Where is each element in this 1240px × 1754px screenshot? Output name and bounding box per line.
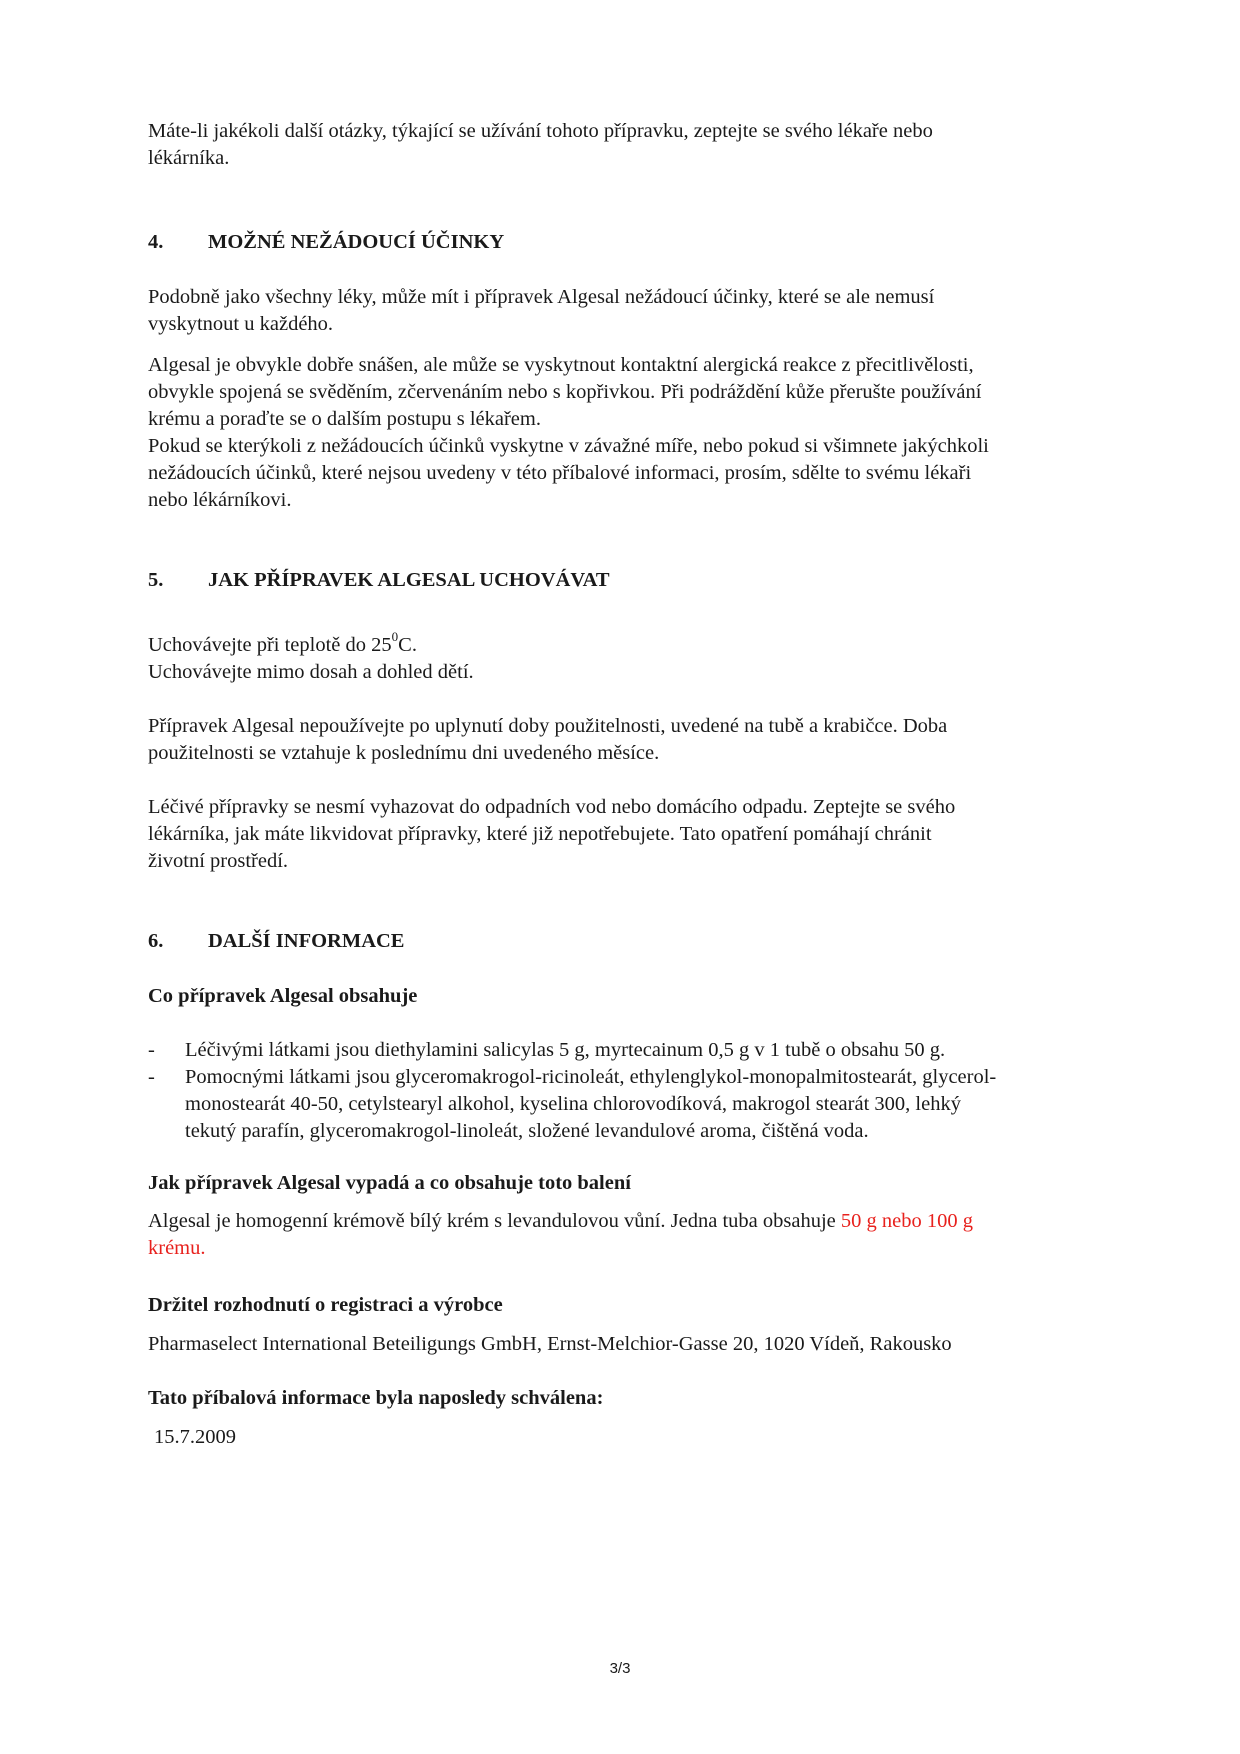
text-line: lékárníka, jak máte likvidovat přípravky, které již nepotřebujete. Tato opatření pomáhají chránit <box>148 823 932 845</box>
text-line: Pomocnými látkami jsou glyceromakrogol-ricinoleát, ethylenglykol-monopalmitostearát, glycerol- <box>185 1066 997 1088</box>
text-line: Přípravek Algesal nepoužívejte po uplynutí doby použitelnosti, uvedené na tubě a krabičce. Doba <box>148 715 948 737</box>
text-line: nežádoucích účinků, které nejsou uvedeny v této příbalové informaci, prosím, sdělte to svému lékaři <box>148 462 972 484</box>
section-number: 4. <box>148 231 164 253</box>
degree-superscript: 0 <box>391 629 399 645</box>
appearance-text: Algesal je homogenní krémově bílý krém s levandulovou vůní. Jedna tuba obsahuje <box>148 1210 841 1232</box>
section-number: 6. <box>148 930 164 952</box>
package-size-highlight: 50 g nebo 100 g <box>840 1210 973 1232</box>
text-line: krému a poraďte se o dalším postupu s lékařem. <box>148 408 541 430</box>
text-line: monostearát 40-50, cetylstearyl alkohol, kyselina chlorovodíková, makrogol stearát 300, lehký <box>185 1093 961 1115</box>
text-line: životní prostředí. <box>148 850 289 872</box>
text-line: Pokud se kterýkoli z nežádoucích účinků vyskytne v závažné míře, nebo pokud si všimnete jakýchkoli <box>148 435 989 457</box>
list-dash: - <box>148 1039 155 1061</box>
approval-date-text: 15.7.2009 <box>154 1426 236 1448</box>
section-number: 5. <box>148 569 164 591</box>
storage-text: Uchovávejte při teplotě do 25 <box>148 634 392 656</box>
text-line: použitelnosti se vztahuje k poslednímu dni uvedeného měsíce. <box>148 742 660 764</box>
section-4-paragraph-2 <box>148 352 1108 514</box>
approval-date <box>154 1424 1114 1451</box>
intro-paragraph <box>148 118 1108 172</box>
text-line <box>148 1208 1108 1235</box>
section-4-heading <box>148 229 504 256</box>
section-title: JAK PŘÍPRAVEK ALGESAL UCHOVÁVAT <box>208 569 610 591</box>
storage-unit: C. <box>398 634 417 656</box>
text-line: tekutý parafín, glyceromakrogol-linoleát, složené levandulové aroma, čištěná voda. <box>185 1120 869 1142</box>
ingredients-list <box>148 1037 1108 1145</box>
holder-address: Pharmaselect International Beteiligungs GmbH, Ernst-Melchior-Gasse 20, 1020 Vídeň, Rakousko <box>148 1333 952 1355</box>
text-line: obvykle spojená se svěděním, zčervenáním nebo s kopřivkou. Při podráždění kůže přerušte používání <box>148 381 982 403</box>
contents-heading: Co přípravek Algesal obsahuje <box>148 985 418 1007</box>
list-item <box>148 1037 1108 1064</box>
text-line: nebo lékárníkovi. <box>148 489 292 511</box>
text-line: vyskytnout u každého. <box>148 313 334 335</box>
storage-temperature-line <box>148 629 1108 659</box>
text-line: Uchovávejte mimo dosah a dohled dětí. <box>148 661 474 683</box>
appearance-paragraph <box>148 1208 1108 1262</box>
text-line: Léčivé přípravky se nesmí vyhazovat do odpadních vod nebo domácího odpadu. Zeptejte se svého <box>148 796 956 818</box>
package-unit-highlight: krému. <box>148 1237 206 1259</box>
page-number: 3/3 <box>609 1660 631 1677</box>
holder-heading: Držitel rozhodnutí o registraci a výrobce <box>148 1294 503 1316</box>
section-title: DALŠÍ INFORMACE <box>208 930 405 952</box>
approval-heading: Tato příbalová informace byla naposledy schválena: <box>148 1387 604 1409</box>
list-dash: - <box>148 1066 155 1088</box>
section-title: MOŽNÉ NEŽÁDOUCÍ ÚČINKY <box>208 231 505 253</box>
section-4-paragraph-1 <box>148 284 1108 338</box>
holder-paragraph <box>148 1331 1108 1358</box>
intro-line: lékárníka. <box>148 147 230 169</box>
expiry-paragraph <box>148 713 1108 767</box>
section-5-heading <box>148 567 610 594</box>
text-line: Algesal je obvykle dobře snášen, ale může se vyskytnout kontaktní alergická reakce z přecitlivělosti, <box>148 354 974 376</box>
storage-paragraph <box>148 629 1108 686</box>
text-line: Léčivými látkami jsou diethylamini salicylas 5 g, myrtecainum 0,5 g v 1 tubě o obsahu 50 g. <box>185 1039 946 1061</box>
intro-line: Máte-li jakékoli další otázky, týkající se užívání tohoto přípravku, zeptejte se svého lékaře nebo <box>148 120 933 142</box>
disposal-paragraph <box>148 794 1108 875</box>
section-6-heading <box>148 928 404 955</box>
list-item <box>148 1064 1108 1145</box>
appearance-heading: Jak přípravek Algesal vypadá a co obsahuje toto balení <box>148 1172 631 1194</box>
text-line: Podobně jako všechny léky, může mít i přípravek Algesal nežádoucí účinky, které se ale nemusí <box>148 286 935 308</box>
